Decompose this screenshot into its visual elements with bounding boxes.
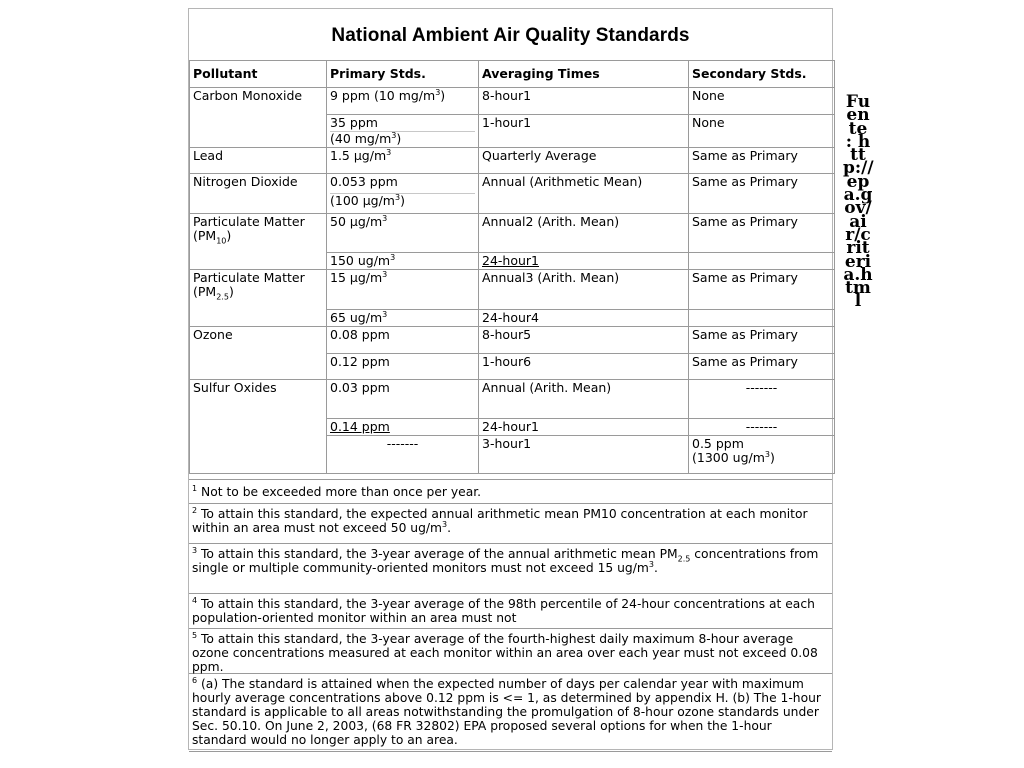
- secondary-cell: 0.5 ppm (1300 $ug/m^3$): [689, 436, 835, 474]
- footnote: $^2$ To attain this standard, the expected annual arithmetic mean PM10 concentration at each monitor within an area must not exceed 50 $ug/m^3$.: [189, 503, 832, 543]
- secondary-cell: Same as Primary: [689, 354, 835, 380]
- secondary-cell: Same as Primary: [689, 174, 835, 214]
- table-row: [190, 88, 835, 115]
- footnotes: [189, 479, 832, 752]
- averaging-cell: 24-hour4: [479, 310, 689, 327]
- averaging-cell: 8-hour1: [479, 88, 689, 115]
- averaging-cell: 24-hour1: [479, 419, 689, 436]
- header-primary: Primary Stds.: [327, 61, 479, 88]
- footnote: $^5$ To attain this standard, the 3-year average of the fourth-highest daily maximum 8-hour average ozone concentrations measured at each monitor within an area over each year must not exceed 0.08 ppm.: [189, 628, 832, 673]
- primary-cell: 0.08 ppm: [327, 327, 479, 354]
- pollutant-cell: Carbon Monoxide: [190, 88, 327, 148]
- primary-cell: 50 $\mu g/m^3$: [327, 214, 479, 253]
- primary-cell: 35 ppm (40 $mg/m^3$): [327, 115, 479, 148]
- averaging-cell: 24-hour1: [479, 253, 689, 270]
- table-row: [190, 148, 835, 174]
- footnote: $^1$ Not to be exceeded more than once per year.: [189, 479, 832, 503]
- source-url-note: Fuente : http://epa.gov/air/criteria.html: [843, 92, 874, 312]
- table-row: [190, 214, 835, 253]
- secondary-cell: None: [689, 115, 835, 148]
- pollutant-cell: Particulate Matter $(PM_{10})$: [190, 214, 327, 270]
- header-pollutant: Pollutant: [190, 61, 327, 88]
- footnote: $^6$ (a) The standard is attained when the expected number of days per calendar year with maximum hourly average concentrations above 0.12 ppm is <= 1, as determined by appendix H. (b) The 1-hour standard is applicable to all areas notwithstanding the promulgation of 8-hour ozone standards under Sec. 50.10. On June 2, 2003, (68 FR 32802) EPA proposed several options for when the 1-hour standard would no longer apply to an area.: [189, 673, 832, 752]
- secondary-cell: -------: [689, 419, 835, 436]
- secondary-cell: Same as Primary: [689, 214, 835, 253]
- document-page: [188, 8, 833, 750]
- secondary-cell: None: [689, 88, 835, 115]
- averaging-cell: 3-hour1: [479, 436, 689, 474]
- secondary-cell: -------: [689, 380, 835, 419]
- primary-cell: 0.14 ppm: [327, 419, 479, 436]
- primary-cell: 15 $\mu g/m^3$: [327, 270, 479, 310]
- page-title: National Ambient Air Quality Standards: [331, 25, 690, 46]
- secondary-cell: Same as Primary: [689, 148, 835, 174]
- secondary-cell: Same as Primary: [689, 327, 835, 354]
- pollutant-cell: Nitrogen Dioxide: [190, 174, 327, 214]
- footnote: $^3$ To attain this standard, the 3-year average of the annual arithmetic mean $PM_{2.5}$ concentrations from single or multiple community-oriented monitors must not exceed 15 $ug/m^3$.: [189, 543, 832, 593]
- pollutant-cell: Particulate Matter $(PM_{2.5})$: [190, 270, 327, 327]
- averaging-cell: 8-hour5: [479, 327, 689, 354]
- primary-cell: 0.12 ppm: [327, 354, 479, 380]
- secondary-cell: [689, 253, 835, 270]
- pollutant-cell: Ozone: [190, 327, 327, 380]
- secondary-cell: [689, 310, 835, 327]
- secondary-cell: Same as Primary: [689, 270, 835, 310]
- pollutant-cell: Lead: [190, 148, 327, 174]
- table-row: [190, 327, 835, 354]
- header-secondary: Secondary Stds.: [689, 61, 835, 88]
- averaging-cell: Annual (Arithmetic Mean): [479, 174, 689, 214]
- averaging-cell: 1-hour1: [479, 115, 689, 148]
- table-header-row: [190, 61, 835, 88]
- footnote: $^4$ To attain this standard, the 3-year average of the 98th percentile of 24-hour concentrations at each population-oriented monitor within an area must not: [189, 593, 832, 628]
- primary-cell: 65 $ug/m^3$: [327, 310, 479, 327]
- standards-table: [189, 60, 835, 474]
- averaging-cell: 1-hour6: [479, 354, 689, 380]
- primary-cell: 0.053 ppm (100 $\mu g/m^3$): [327, 174, 479, 214]
- primary-cell: -------: [327, 436, 479, 474]
- averaging-cell: Annual3 (Arith. Mean): [479, 270, 689, 310]
- header-averaging: Averaging Times: [479, 61, 689, 88]
- averaging-cell: Annual2 (Arith. Mean): [479, 214, 689, 253]
- primary-cell: 150 $ug/m^3$: [327, 253, 479, 270]
- averaging-cell: Quarterly Average: [479, 148, 689, 174]
- primary-cell: 1.5 $\mu g/m^3$: [327, 148, 479, 174]
- averaging-cell: Annual (Arith. Mean): [479, 380, 689, 419]
- table-row: [190, 174, 835, 214]
- primary-cell: 0.03 ppm: [327, 380, 479, 419]
- table-row: [190, 270, 835, 310]
- primary-cell: 9 ppm (10 $mg/m^3$): [327, 88, 479, 115]
- pollutant-cell: Sulfur Oxides: [190, 380, 327, 474]
- table-row: [190, 380, 835, 419]
